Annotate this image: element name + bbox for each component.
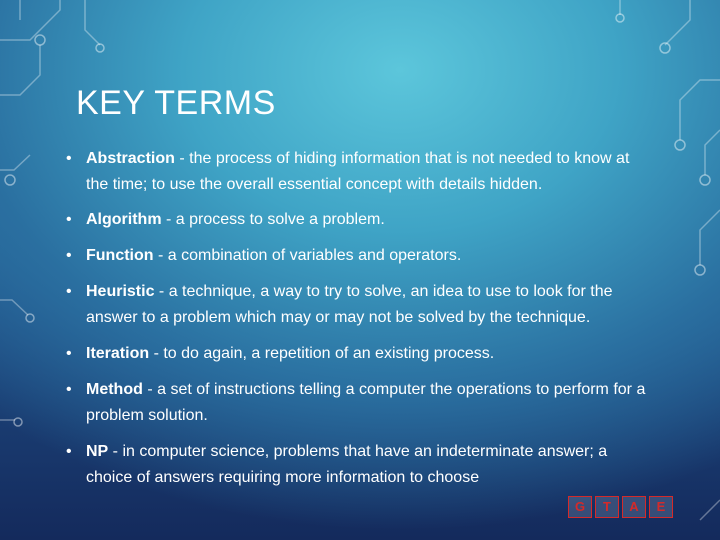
logo-letter: G [568, 496, 592, 518]
term-iteration [66, 341, 646, 367]
term-definition: - a set of instructions telling a computer the operations to perform for a problem solution. [86, 381, 646, 424]
term-definition: - a technique, a way to try to solve, an idea to use to look for the answer to a problem which may or may not be solved by the technique. [86, 283, 613, 326]
term-function [66, 243, 646, 269]
term-name: Iteration [86, 345, 150, 362]
bullet-icon: • [66, 345, 72, 362]
term-definition: - in computer science, problems that have an indeterminate answer; a choice of answers requiring more information to choose [86, 443, 608, 486]
term-algorithm [66, 207, 646, 233]
term-name: Heuristic [86, 283, 155, 300]
term-heuristic [66, 279, 646, 331]
term-definition: - the process of hiding information that is not needed to know at the time; to use the overall essential concept with details hidden. [86, 150, 630, 193]
term-definition: - a combination of variables and operators. [153, 247, 462, 264]
bullet-icon: • [66, 443, 72, 460]
term-name: Abstraction [86, 150, 175, 167]
slide-title: KEY TERMS [76, 84, 276, 122]
bullet-icon: • [66, 247, 72, 264]
term-abstraction [66, 146, 646, 198]
term-name: Function [86, 247, 154, 264]
bullet-icon: • [66, 381, 72, 398]
bullet-icon: • [66, 211, 72, 228]
term-definition: - a process to solve a problem. [161, 211, 385, 228]
bullet-icon: • [66, 150, 72, 167]
term-np [66, 439, 646, 491]
key-terms-list [66, 146, 646, 491]
bullet-icon: • [66, 283, 72, 300]
logo-letter: E [649, 496, 673, 518]
logo-letter: T [595, 496, 619, 518]
term-name: Method [86, 381, 143, 398]
term-definition: - to do again, a repetition of an existing process. [149, 345, 495, 362]
gtae-logo [568, 496, 676, 522]
term-method [66, 377, 646, 429]
term-name: NP [86, 443, 109, 460]
logo-letter: A [622, 496, 646, 518]
term-name: Algorithm [86, 211, 162, 228]
